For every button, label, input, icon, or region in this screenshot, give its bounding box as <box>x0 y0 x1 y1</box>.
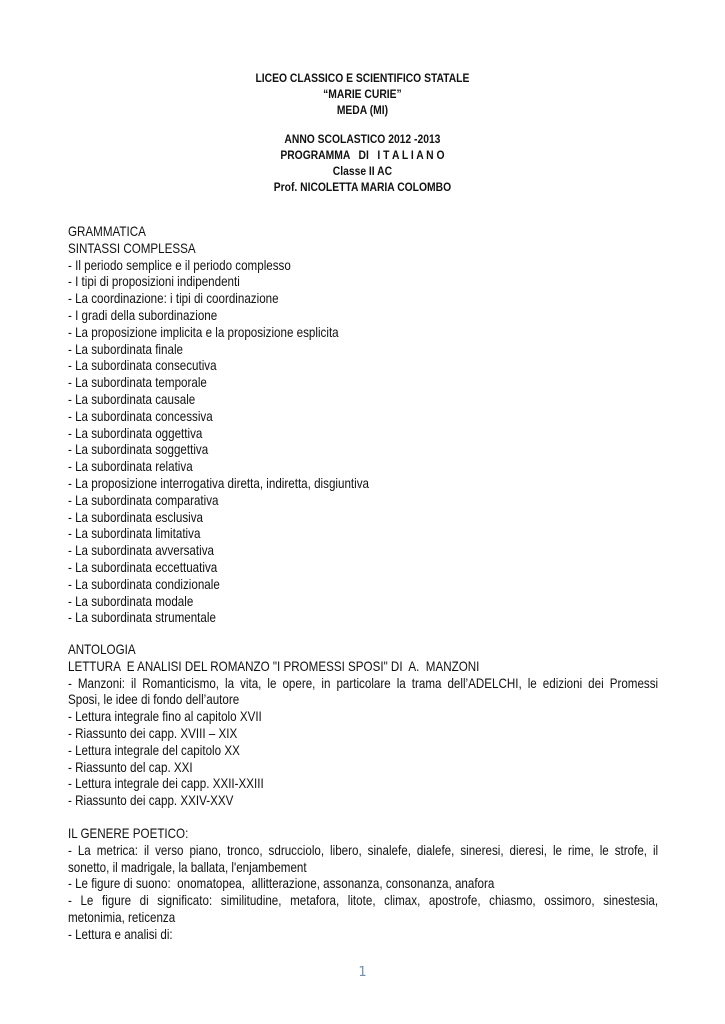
program-header <box>51 131 675 195</box>
list-item: - Riassunto dei capp. XVIII – XIX <box>68 724 238 741</box>
list-item: - La subordinata relativa <box>68 458 193 475</box>
page-number: 1 <box>358 965 367 980</box>
school-header <box>51 70 675 118</box>
list-item: - Riassunto del cap. XXI <box>68 758 193 775</box>
list-item: - La proposizione implicita e la proposizione esplicita <box>68 323 339 340</box>
list-item: - Lettura integrale fino al capitolo XVII <box>68 708 262 725</box>
section-subtitle: SINTASSI COMPLESSA <box>68 239 196 256</box>
antologia-section <box>68 641 658 809</box>
list-item: - La proposizione interrogativa diretta, indiretta, disgiuntiva <box>68 474 370 491</box>
list-item: - La coordinazione: i tipi di coordinazione <box>68 290 279 307</box>
manzoni-paragraph-line: - Manzoni: il Romanticismo, la vita, le opere, in particolare la trama dell’ADELCHI, le edizioni dei Promessi <box>68 674 659 691</box>
list-item: - La subordinata modale <box>68 592 194 609</box>
school-year: ANNO SCOLASTICO 2012 -2013 <box>284 132 441 146</box>
section-title: ANTOLOGIA <box>68 641 136 657</box>
list-item: - La subordinata comparativa <box>68 491 219 508</box>
list-item: - Riassunto dei capp. XXIV-XXV <box>68 792 234 809</box>
school-city: MEDA (MI) <box>336 103 389 117</box>
list-item: - I tipi di proposizioni indipendenti <box>68 273 240 290</box>
figure-suono: - Le figure di suono: onomatopea, allitterazione, assonanza, consonanza, anafora <box>68 875 495 892</box>
list-item: - La subordinata temporale <box>68 374 207 391</box>
list-item: - La subordinata condizionale <box>68 575 220 592</box>
class-name: Classe II AC <box>332 164 393 178</box>
list-item: - La subordinata oggettiva <box>68 424 203 441</box>
list-item: - La subordinata consecutiva <box>68 357 217 374</box>
figure-significato-line: metonimia, reticenza <box>68 908 176 925</box>
list-item: - La subordinata finale <box>68 340 183 357</box>
program-title: PROGRAMMA DI I T A L I A N O <box>280 148 445 162</box>
list-item: - I gradi della subordinazione <box>68 306 218 323</box>
list-item: - La subordinata limitativa <box>68 525 201 542</box>
list-item: - La subordinata causale <box>68 390 196 407</box>
teacher-name: Prof. NICOLETTA MARIA COLOMBO <box>273 180 452 194</box>
poetico-section <box>68 825 658 943</box>
metrica-line: sonetto, il madrigale, la ballata, l'enjambement <box>68 858 307 875</box>
list-item: - La subordinata eccettuativa <box>68 558 218 575</box>
list-item: - Lettura integrale dei capp. XXII-XXIII <box>68 775 264 792</box>
grammatica-section <box>68 223 658 626</box>
list-item: - La subordinata strumentale <box>68 609 216 626</box>
list-item: - Il periodo semplice e il periodo complesso <box>68 256 291 273</box>
school-name: LICEO CLASSICO E SCIENTIFICO STATALE <box>255 71 470 85</box>
list-item: - La subordinata avversativa <box>68 542 214 559</box>
school-dedication: “MARIE CURIE” <box>323 87 402 101</box>
section-title: IL GENERE POETICO: <box>68 825 189 841</box>
section-title: GRAMMATICA <box>68 223 146 239</box>
list-item: - La subordinata esclusiva <box>68 508 204 525</box>
metrica-line: - La metrica: il verso piano, tronco, sdrucciolo, libero, sinalefe, dialefe, sineresi, dieresi, le rime, le strofe, il <box>68 841 659 858</box>
figure-significato-line: - Le figure di significato: similitudine, metafora, litote, climax, apostrofe, chiasmo, ossimoro, sinestesia, <box>68 892 659 909</box>
list-item: - La subordinata soggettiva <box>68 441 209 458</box>
list-item: - Lettura integrale del capitolo XX <box>68 741 240 758</box>
manzoni-paragraph-line: Sposi, le idee di fondo dell’autore <box>68 691 240 708</box>
list-item: - La subordinata concessiva <box>68 407 213 424</box>
lettura-analisi: - Lettura e analisi di: <box>68 925 173 942</box>
section-subtitle: LETTURA E ANALISI DEL ROMANZO "I PROMESSI SPOSI" DI A. MANZONI <box>68 657 480 674</box>
